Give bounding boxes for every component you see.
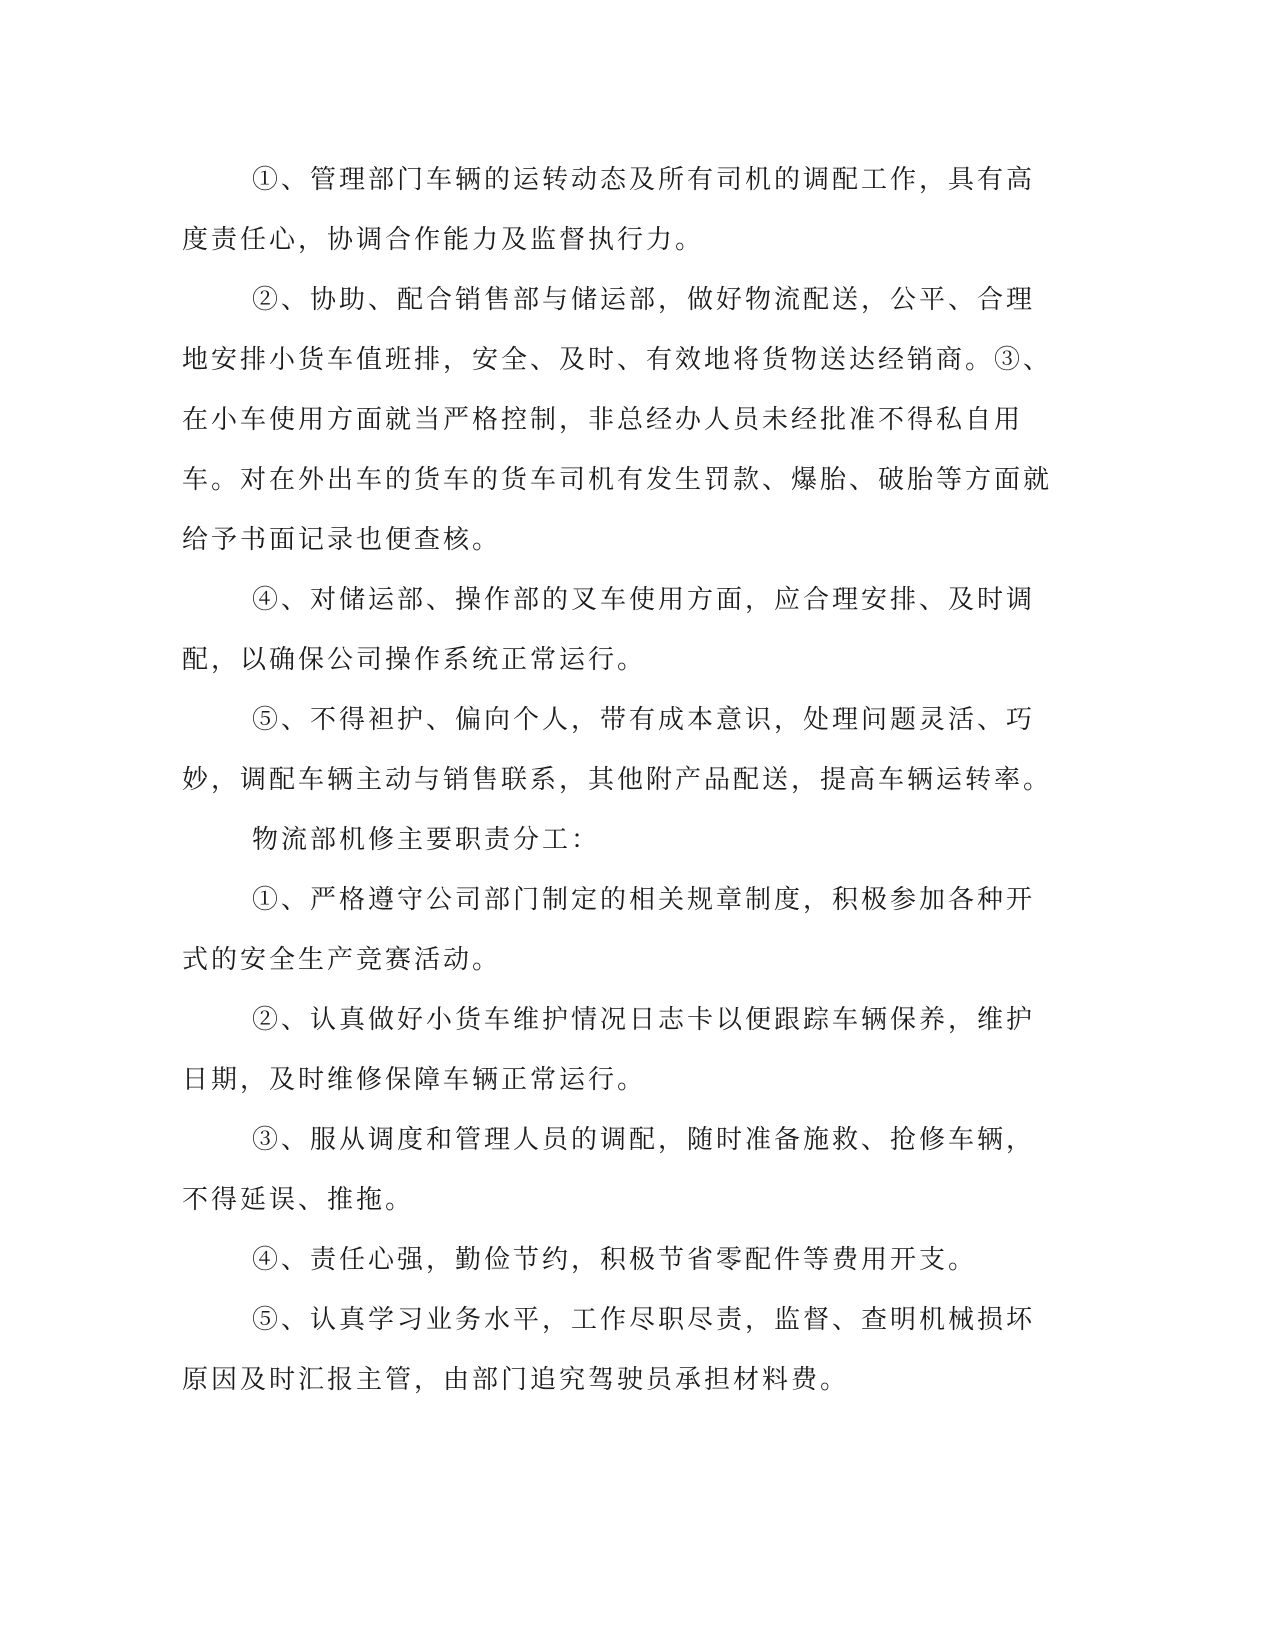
paragraph-rescue-repair: ③、服从调度和管理人员的调配，随时准备施救、抢修车辆，不得延误、推拖。 bbox=[182, 1125, 1036, 1215]
section-heading-maintenance-duties: 物流部机修主要职责分工： bbox=[252, 825, 601, 855]
paragraph-logistics-coordination: ②、协助、配合销售部与储运部，做好物流配送，公平、合理地安排小货车值班排，安全、及时、有效地将货物送达经销商。③、在小车使用方面就当严格控制，非总经办人员未经批准不得私自用车。对在外出车的货车的货车司机有发生罚款、爆胎、破胎等方面就给予书面记录也便查核。 bbox=[182, 285, 1053, 555]
paragraph-maintenance-log: ②、认真做好小货车维护情况日志卡以便跟踪车辆保养，维护日期，及时维修保障车辆正常运行。 bbox=[182, 1005, 1036, 1095]
paragraph-compliance: ①、严格遵守公司部门制定的相关规章制度，积极参加各种开式的安全生产竞赛活动。 bbox=[182, 885, 1036, 975]
paragraph-damage-reporting: ⑤、认真学习业务水平，工作尽职尽责，监督、查明机械损坏原因及时汇报主管，由部门追究驾驶员承担材料费。 bbox=[182, 1305, 1036, 1395]
paragraph-frugality: ④、责任心强，勤俭节约，积极节省零配件等费用开支。 bbox=[252, 1245, 978, 1275]
paragraph-cost-awareness: ⑤、不得袒护、偏向个人，带有成本意识，处理问题灵活、巧妙，调配车辆主动与销售联系，其他附产品配送，提高车辆运转率。 bbox=[182, 705, 1053, 795]
document-body bbox=[182, 150, 1062, 1410]
paragraph-forklift-usage: ④、对储运部、操作部的叉车使用方面，应合理安排、及时调配，以确保公司操作系统正常运行。 bbox=[182, 585, 1036, 675]
paragraph-vehicle-dispatch: ①、管理部门车辆的运转动态及所有司机的调配工作，具有高度责任心，协调合作能力及监督执行力。 bbox=[182, 165, 1036, 255]
